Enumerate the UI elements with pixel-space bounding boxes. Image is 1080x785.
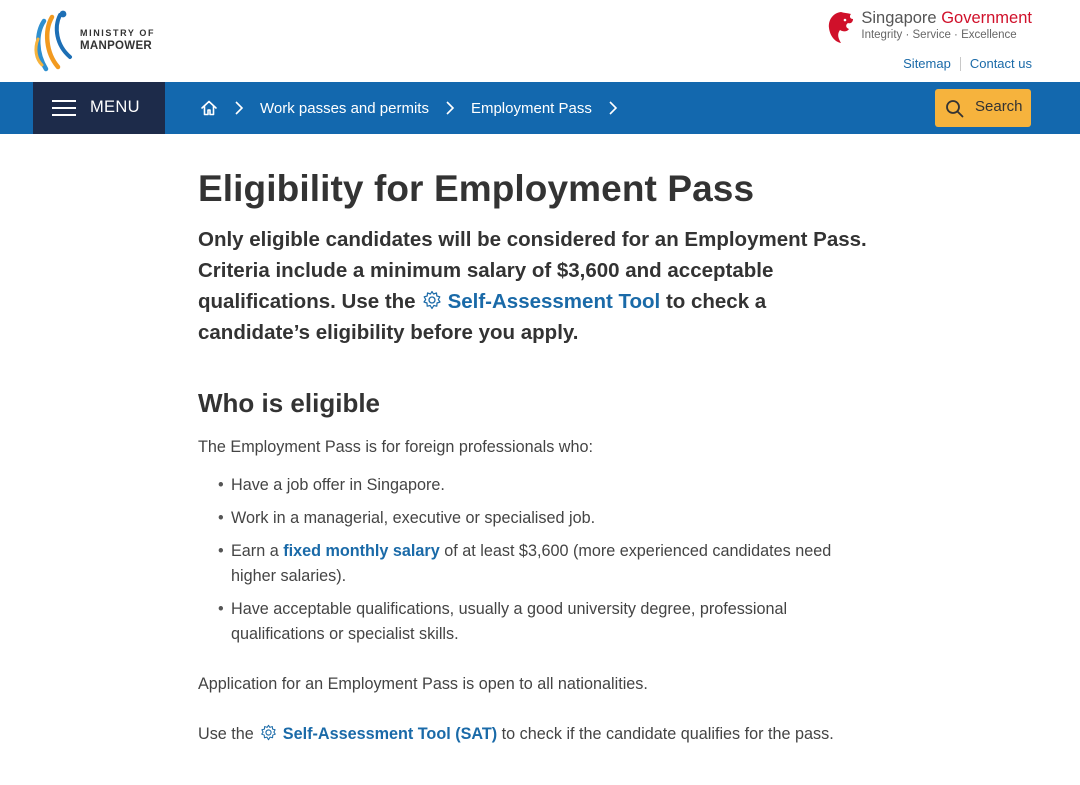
chevron-right-icon (608, 100, 618, 116)
menu-label: MENU (90, 98, 140, 116)
lead-text-before: Only eligible candidates will be considered for an Employment Pass. Criteria include a minimum salary of $3,600 and acceptable qualifications. Use the (198, 228, 867, 313)
lead-text-after: to check a candidate’s eligibility before you apply. (198, 290, 767, 344)
mom-logo[interactable] (30, 8, 170, 74)
sg-gov-title-part1: Singapore (861, 9, 937, 27)
chevron-right-icon (234, 100, 244, 116)
list-item (218, 539, 858, 589)
search-label: Search (975, 98, 1023, 115)
criterion-text: Have acceptable qualifications, usually a good university degree, professional qualifications or specialist skills. (231, 600, 788, 643)
criterion-text: Work in a managerial, executive or specialised job. (231, 509, 596, 527)
mom-logo-icon (30, 9, 78, 73)
contact-us-link[interactable]: Contact us (969, 56, 1032, 71)
gear-icon (422, 290, 442, 310)
sat-link[interactable]: Self-Assessment Tool (SAT) (282, 725, 498, 743)
fixed-monthly-salary-link[interactable]: fixed monthly salary (283, 542, 440, 560)
list-item (218, 597, 858, 647)
criterion-text-before: Earn a (231, 542, 279, 560)
eligibility-criteria-list (218, 473, 858, 655)
breadcrumb-employment-pass[interactable]: Employment Pass (470, 99, 592, 117)
criterion-text: Have a job offer in Singapore. (231, 476, 445, 494)
sg-gov-motto: Integrity · Service · Excellence (861, 28, 1017, 41)
breadcrumb-work-passes[interactable]: Work passes and permits (260, 99, 429, 117)
mom-logo-line2: MANPOWER (80, 40, 153, 53)
menu-button[interactable] (33, 82, 165, 134)
site-header (0, 0, 1080, 82)
self-assessment-tool-link[interactable]: Self-Assessment Tool (447, 290, 661, 313)
chevron-right-icon (445, 100, 455, 116)
sg-gov-title-part2: Government (941, 9, 1032, 27)
sat-paragraph (198, 722, 838, 747)
intro-text: The Employment Pass is for foreign professionals who: (198, 438, 593, 456)
main-navbar (0, 82, 1080, 134)
lead-paragraph (198, 224, 878, 348)
sat-text-after: to check if the candidate qualifies for the pass. (501, 725, 834, 743)
breadcrumb (200, 82, 634, 134)
sitemap-link[interactable]: Sitemap (903, 56, 951, 71)
list-item (218, 473, 858, 498)
home-icon[interactable] (200, 99, 218, 117)
hamburger-icon (52, 100, 76, 116)
search-button[interactable] (935, 89, 1031, 127)
utility-links (903, 56, 1032, 71)
sat-text-before: Use the (198, 725, 254, 743)
search-icon (945, 99, 964, 118)
link-divider (960, 57, 961, 71)
nationalities-text: Application for an Employment Pass is open to all nationalities. (198, 675, 648, 693)
criterion-text-after: of at least $3,600 (more experienced candidates need higher salaries). (231, 542, 832, 585)
section-title-who-is-eligible: Who is eligible (198, 388, 381, 418)
page-title: Eligibility for Employment Pass (198, 168, 755, 209)
singapore-government-logo[interactable] (827, 10, 1032, 44)
lion-head-icon (827, 10, 855, 44)
mom-logo-line1: MINISTRY OF (80, 28, 156, 39)
gear-icon (260, 724, 277, 741)
list-item (218, 506, 858, 531)
